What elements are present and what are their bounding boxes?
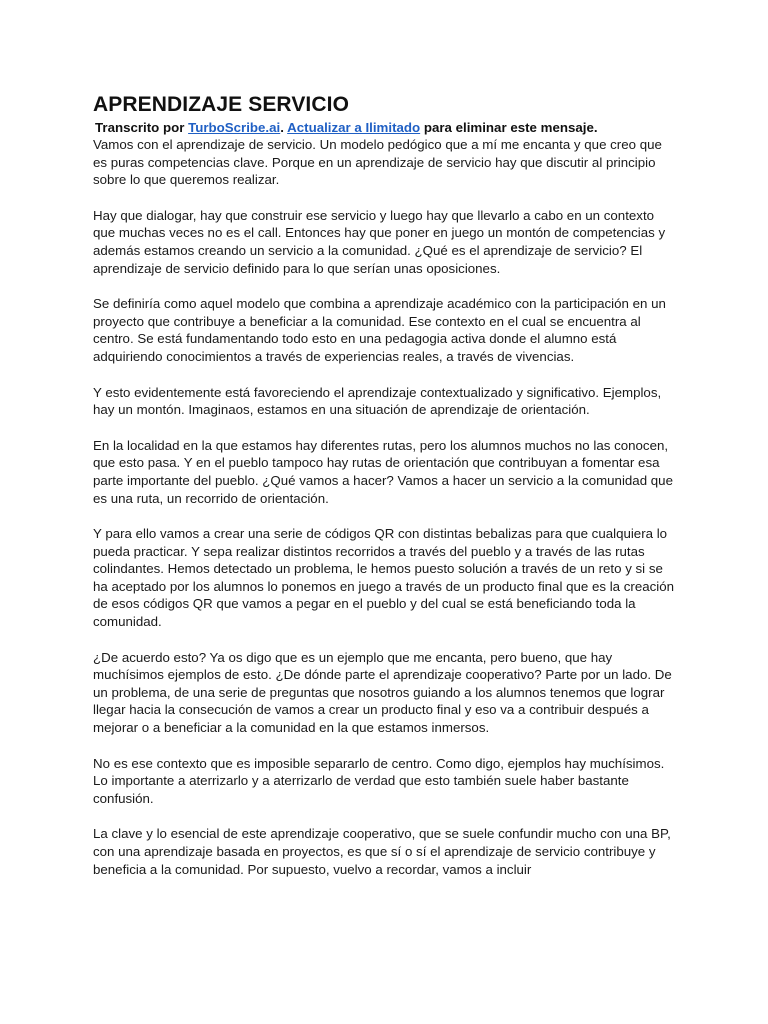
paragraph-5: En la localidad en la que estamos hay diferentes rutas, pero los alumnos muchos no las conocen, que esto pasa. Y en el pueblo tampoco hay rutas de orientación que contribuyan a fomentar esa parte importante del pueblo. ¿Qué vamos a hacer? Vamos a hacer un servicio a la comunidad que es una ruta, un recorrido de orientación. — [93, 437, 673, 506]
transcript-suffix: para eliminar este mensaje. — [420, 120, 598, 135]
paragraph-4: Y esto evidentemente está favoreciendo el aprendizaje contextualizado y significativo. Ejemplos, hay un montón. Imaginaos, estamos en una situación de aprendizaje de orientación. — [93, 384, 662, 418]
paragraph-9: La clave y lo esencial de este aprendizaje cooperativo, que se suele confundir mucho con una BP, con una aprendizaje basada en proyectos, es que sí o sí el aprendizaje de servicio contribuye y beneficia a la comunidad. Por supuesto, vuelvo a recordar, vamos a incluir — [93, 826, 671, 877]
paragraph-2: Hay que dialogar, hay que construir ese servicio y luego hay que llevarlo a cabo en un contexto que muchas veces no es el call. Entonces hay que poner en juego un montón de competencias y además estamos creando un servicio a la comunidad. ¿Qué es el aprendizaje de servicio? El aprendizaje de servicio definido para lo que serían unas oposiciones. — [93, 207, 666, 276]
paragraph-7: ¿De acuerdo esto? Ya os digo que es un ejemplo que me encanta, pero bueno, que hay muchísimos ejemplos de esto. ¿De dónde parte el aprendizaje cooperativo? Parte por un lado. De un problema, de una serie de preguntas que nosotros guiando a los alumnos tenemos que lograr llegar hacia la consecución de vamos a crear un producto final y eso va a contribuir después a mejorar o a beneficiar a la comunidad en la que estamos inmersos. — [93, 649, 672, 736]
paragraph-3: Se definiría como aquel modelo que combina a aprendizaje académico con la participación en un proyecto que contribuye a beneficiar a la comunidad. Ese contexto en el cual se encuentra al centro. Se está fundamentando todo esto en una pedagogia activa donde el alumno está adquiriendo conocimientos a través de experiencias reales, a través de vivencias. — [93, 296, 666, 364]
paragraph-6: Y para ello vamos a crear una serie de códigos QR con distintas bebalizas para que cualquiera lo pueda practicar. Y sepa realizar distintos recorridos a través del pueblo y a través de las rutas colindantes. Hemos detectado un problema, le hemos puesto solución a través de un reto y si se ha aceptado por los alumnos lo ponemos en juego a través de un producto final que es la creación de esos códigos QR que vamos a pegar en el pueblo y del cual se está beneficiando toda la comunidad. — [93, 526, 675, 630]
document-title: APRENDIZAJE SERVICIO — [93, 93, 349, 116]
transcript-separator: . — [280, 120, 288, 135]
transcript-notice — [95, 119, 677, 136]
turboscribe-link[interactable]: TurboScribe.ai — [188, 120, 281, 135]
paragraph-8: No es ese contexto que es imposible separarlo de centro. Como digo, ejemplos hay muchísimos. Lo importante a aterrizarlo y a aterrizarlo de verdad que esto también suele haber bastante confusión. — [93, 755, 665, 806]
upgrade-unlimited-link[interactable]: Actualizar a Ilimitado — [287, 120, 421, 135]
transcript-prefix: Transcrito por — [95, 120, 189, 135]
paragraph-1: Vamos con el aprendizaje de servicio. Un modelo pedógico que a mí me encanta y que creo que es puras competencias clave. Porque en un aprendizaje de servicio hay que discutir al principio sobre lo que queremos realizar. — [93, 137, 662, 188]
document-page — [93, 92, 677, 896]
